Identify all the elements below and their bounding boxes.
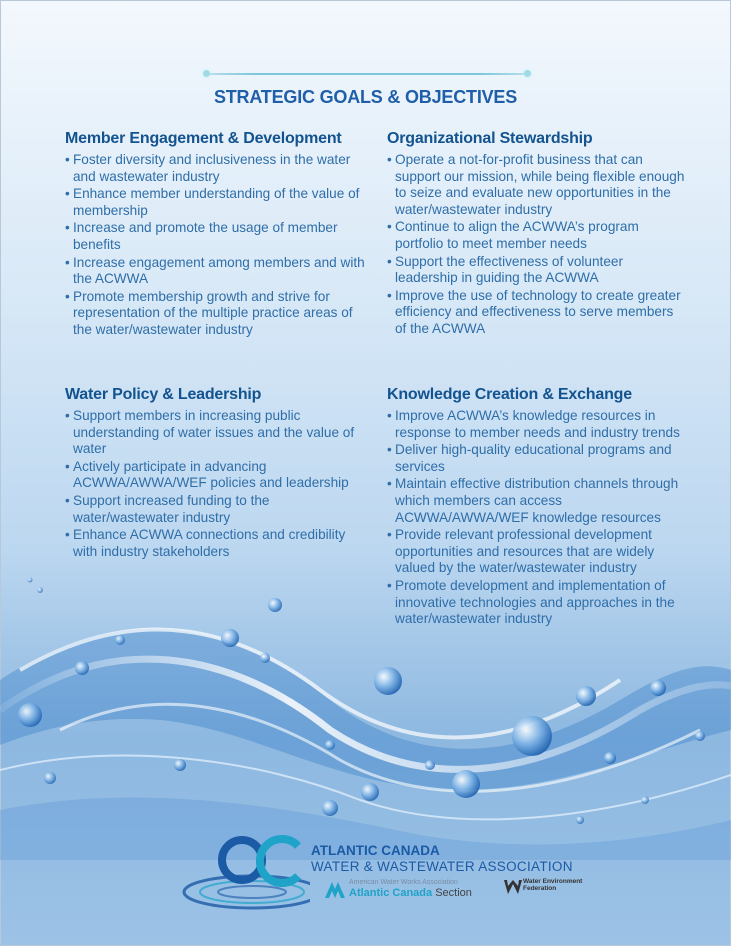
awwa-icon bbox=[325, 882, 345, 898]
wef-icon bbox=[504, 880, 522, 894]
list-item: • Operate a not-for-profit business that can support our mission, while being flexible enough to seize and evaluate new opportunities in the water/wastewater industry bbox=[387, 152, 687, 218]
objective-list bbox=[65, 152, 365, 339]
list-item: • Actively participate in advancing ACWWA/AWWA/WEF policies and leadership bbox=[65, 459, 365, 492]
section-water-policy bbox=[65, 386, 365, 561]
logo-line-2: WATER & WASTEWATER ASSOCIATION bbox=[311, 859, 573, 874]
section-heading: Member Engagement & Development bbox=[65, 130, 342, 147]
list-item: • Enhance ACWWA connections and credibility with industry stakeholders bbox=[65, 527, 365, 560]
awwa-region: Atlantic Canada bbox=[349, 887, 433, 899]
section-heading: Organizational Stewardship bbox=[387, 130, 593, 147]
title-rule bbox=[206, 73, 528, 75]
water-splash-illustration bbox=[0, 560, 731, 860]
awwa-section-name bbox=[349, 887, 472, 899]
page-title: STRATEGIC GOALS & OBJECTIVES bbox=[213, 87, 518, 107]
awwa-small-text: American Water Works Association bbox=[349, 879, 458, 886]
awwa-section-word: Section bbox=[435, 887, 472, 899]
section-member-engagement bbox=[65, 130, 365, 340]
list-item: • Promote membership growth and strive for representation of the multiple practice areas of the water/wastewater industry bbox=[65, 289, 365, 339]
list-item: • Support the effectiveness of volunteer leadership in guiding the ACWWA bbox=[387, 254, 687, 287]
list-item: • Maintain effective distribution channels through which members can access ACWWA/AWWA/WEF knowledge resources bbox=[387, 476, 687, 526]
logo-line-1: ATLANTIC CANADA bbox=[311, 843, 440, 858]
list-item: • Foster diversity and inclusiveness in the water and wastewater industry bbox=[65, 152, 365, 185]
acwwa-logo bbox=[180, 830, 600, 910]
list-item: • Provide relevant professional development opportunities and resources that are widely valued by the water/wastewater industry bbox=[387, 527, 687, 577]
section-heading: Knowledge Creation & Exchange bbox=[387, 386, 632, 403]
rule-dot-left bbox=[203, 70, 210, 77]
list-item: • Enhance member understanding of the value of membership bbox=[65, 186, 365, 219]
objective-list bbox=[387, 152, 687, 338]
wef-text: Water Environment Federation bbox=[523, 878, 583, 892]
section-organizational-stewardship bbox=[387, 130, 687, 339]
objective-list bbox=[65, 408, 365, 560]
rule-dot-right bbox=[524, 70, 531, 77]
ac-logo-mark bbox=[180, 830, 310, 910]
list-item: • Increase and promote the usage of member benefits bbox=[65, 220, 365, 253]
list-item: • Deliver high-quality educational programs and services bbox=[387, 442, 687, 475]
section-heading: Water Policy & Leadership bbox=[65, 386, 262, 403]
list-item: • Support increased funding to the water/wastewater industry bbox=[65, 493, 365, 526]
list-item: • Continue to align the ACWWA’s program portfolio to meet member needs bbox=[387, 219, 687, 252]
list-item: • Improve the use of technology to create greater efficiency and effectiveness to serve members of the ACWWA bbox=[387, 288, 687, 338]
list-item: • Improve ACWWA’s knowledge resources in response to member needs and industry trends bbox=[387, 408, 687, 441]
list-item: • Support members in increasing public understanding of water issues and the value of water bbox=[65, 408, 365, 458]
list-item: • Increase engagement among members and with the ACWWA bbox=[65, 255, 365, 288]
list-item: • Promote development and implementation of innovative technologies and approaches in the water/wastewater industry bbox=[387, 578, 687, 628]
